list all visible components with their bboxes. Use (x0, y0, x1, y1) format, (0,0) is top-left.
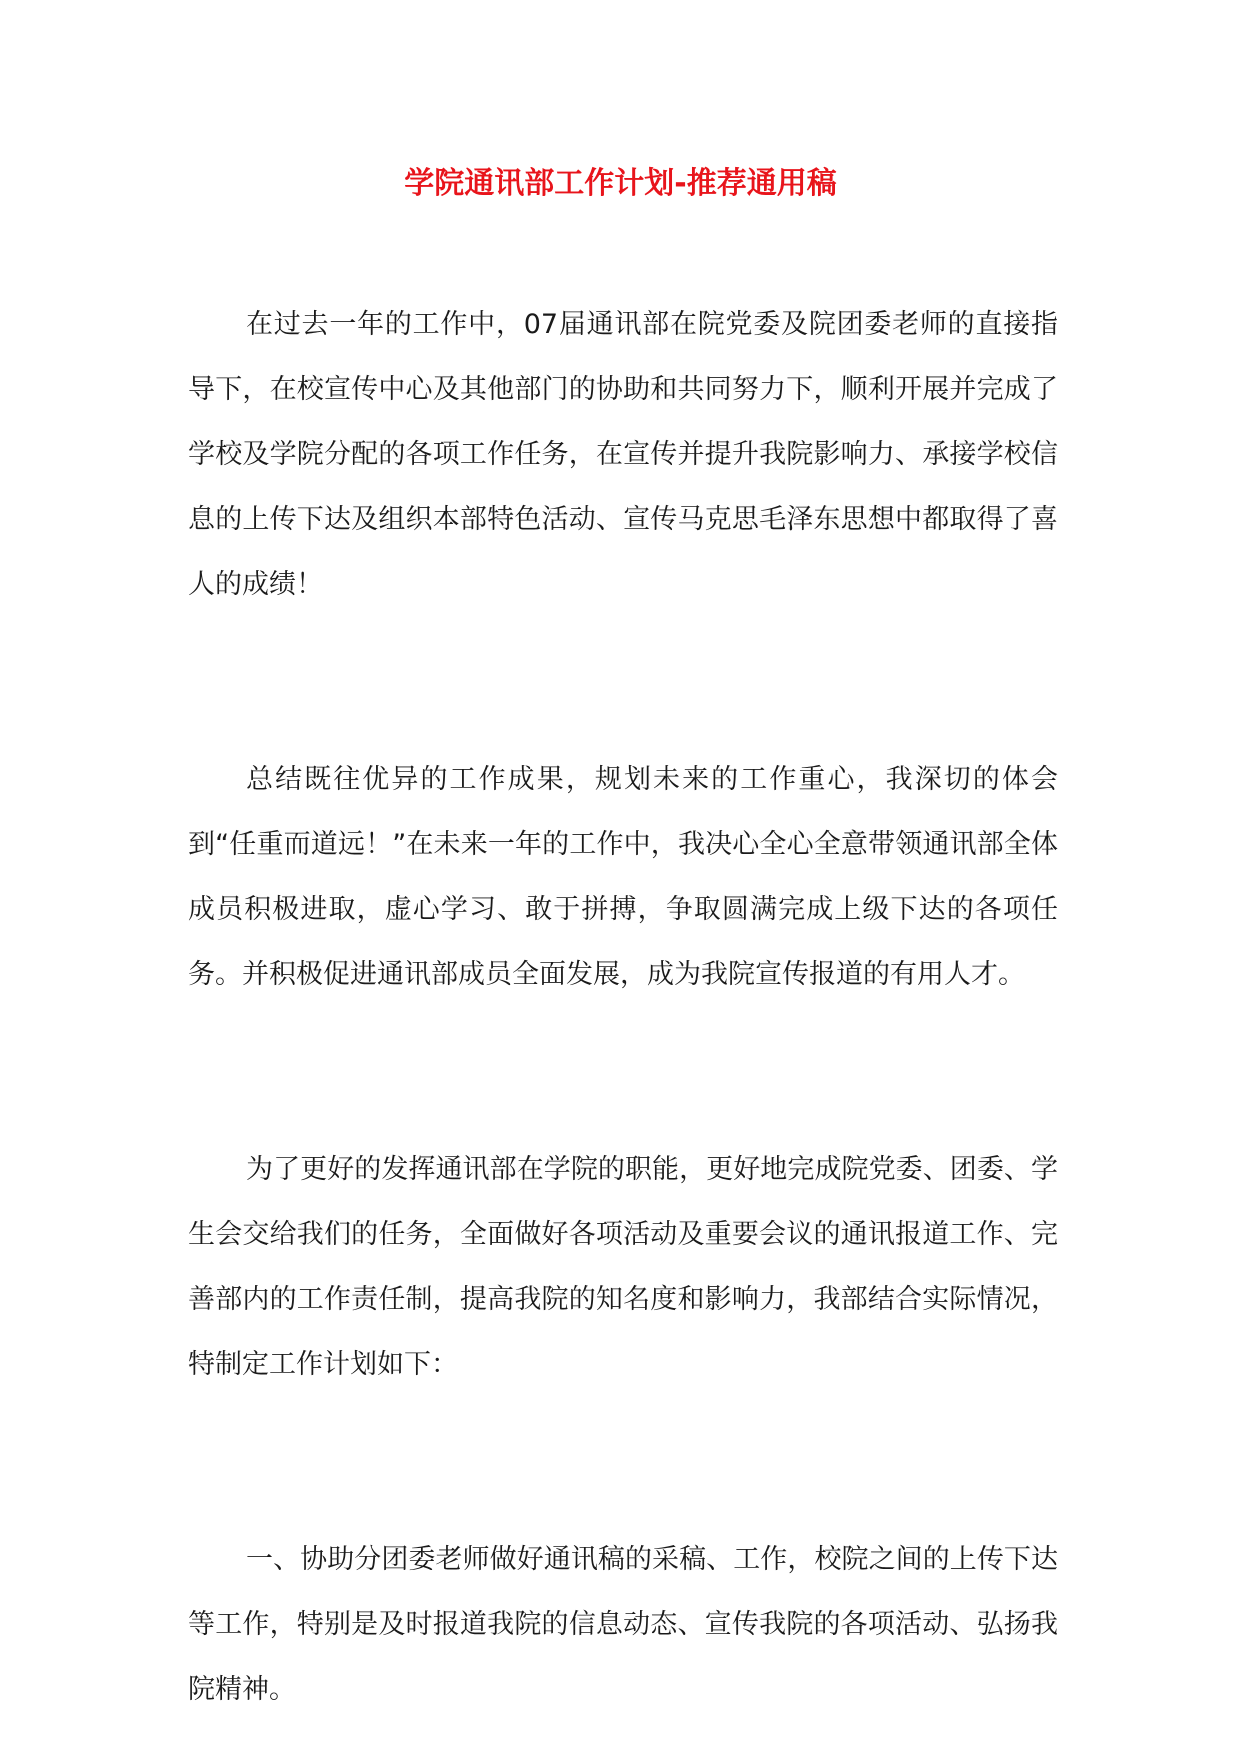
paragraph-2: 总结既往优异的工作成果，规划未来的工作重心，我深切的体会到“任重而道远！”在未来一年的工作中，我决心全心全意带领通讯部全体成员积极进取，虚心学习、敢于拼搏，争取圆满完成上级下达的各项任务。并积极促进通讯部成员全面发展，成为我院宣传报道的有用人才。 (188, 764, 1058, 990)
paragraph-1: 在过去一年的工作中，07届通讯部在院党委及院团委老师的直接指导下，在校宣传中心及其他部门的协助和共同努力下，顺利开展并完成了学校及学院分配的各项工作任务，在宣传并提升我院影响力、承接学校信息的上传下达及组织本部特色活动、宣传马克思毛泽东思想中都取得了喜人的成绩！ (188, 309, 1058, 600)
paragraph-3: 为了更好的发挥通讯部在学院的职能，更好地完成院党委、团委、学生会交给我们的任务，全面做好各项活动及重要会议的通讯报道工作、完善部内的工作责任制，提高我院的知名度和影响力，我部结合实际情况，特制定工作计划如下： (188, 1154, 1058, 1380)
paragraph-4: 一、协助分团委老师做好通讯稿的采稿、工作，校院之间的上传下达等工作，特别是及时报道我院的信息动态、宣传我院的各项活动、弘扬我院精神。 (188, 1544, 1058, 1705)
document-title: 学院通讯部工作计划-推荐通用稿 (404, 166, 837, 201)
document-body (188, 292, 1058, 1722)
